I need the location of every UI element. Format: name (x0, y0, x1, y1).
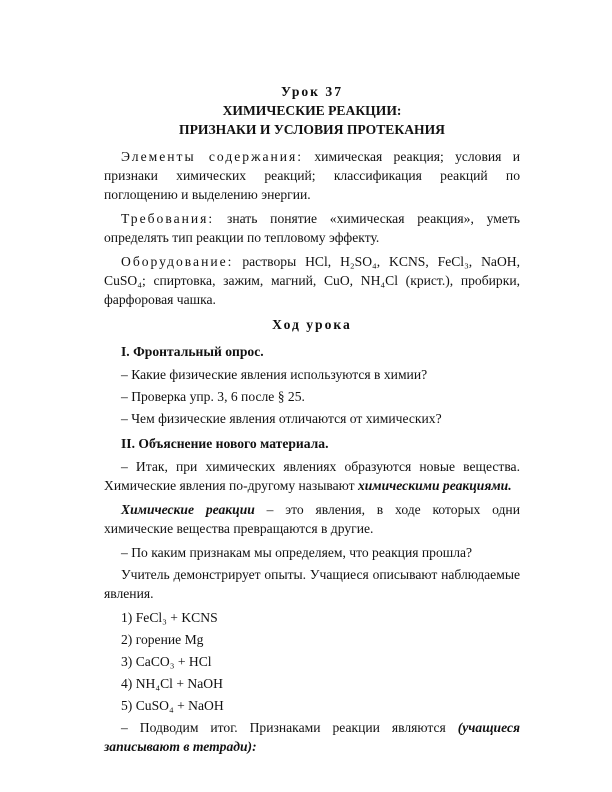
elements-text: химическая реакция; условия и признаки химических реакций; классификация реакций по поглощению и выделению энергии. (104, 149, 520, 202)
section2-paragraph2 (104, 500, 520, 538)
equipment-label: Оборудование: (121, 254, 234, 269)
section2-p1-text: – Итак, при химических явлениях образуются новые вещества. Химические явления по-другому называют (104, 459, 520, 493)
section2-question: – По каким признакам мы определяем, что реакция прошла? (121, 545, 473, 560)
lesson-title-line2: ПРИЗНАКИ И УСЛОВИЯ ПРОТЕКАНИЯ (179, 122, 445, 137)
experiment-item: 3) CaCO₃ + HCl (121, 654, 212, 669)
lesson-flow-heading: Ход урока (272, 317, 352, 332)
section1-item: – Проверка упр. 3, 6 после § 25. (121, 389, 305, 404)
lesson-number: Урок 37 (280, 84, 344, 99)
section2-p2-emphasis: Химические реакции (121, 502, 255, 517)
section2-p2-text: – это явления, в ходе которых одни химические вещества превращаются в другие. (104, 502, 520, 536)
requirements-label: Требования: (121, 211, 215, 226)
section2-summary-emphasis: (учащиеся записывают в тетради): (104, 720, 520, 754)
experiment-item: 4) NH₄Cl + NaOH (121, 676, 223, 691)
elements-paragraph (104, 147, 520, 204)
lesson-title-line1: ХИМИЧЕСКИЕ РЕАКЦИИ: (222, 103, 402, 118)
section1-item: – Чем физические явления отличаются от химических? (121, 411, 442, 426)
experiment-item: 2) горение Mg (121, 632, 204, 647)
section1-item: – Какие физические явления используются в химии? (121, 367, 428, 382)
section2-p1-emphasis: химическими реакциями. (357, 478, 512, 493)
elements-label: Элементы содержания: (121, 149, 304, 164)
requirements-paragraph (104, 209, 520, 247)
equipment-text: растворы HCl, H₂SO₄, KCNS, FeCl₃, NaOH, CuSO₄; спиртовка, зажим, магний, CuO, NH₄Cl (крист.), пробирки, фарфоровая чашка. (104, 254, 520, 307)
experiment-item: 1) FeCl₃ + KCNS (121, 610, 218, 625)
requirements-text: знать понятие «химическая реакция», уметь определять тип реакции по тепловому эффекту. (104, 211, 520, 245)
section2-heading: II. Объяснение нового материала. (121, 436, 329, 451)
section2-summary (104, 718, 520, 756)
experiment-list (104, 608, 520, 715)
document-page (104, 82, 520, 761)
equipment-paragraph (104, 252, 520, 309)
section1-heading: I. Фронтальный опрос. (121, 344, 264, 359)
section2-paragraph1 (104, 457, 520, 495)
lesson-header (104, 82, 520, 139)
section2-summary-text: – Подводим итог. Признаками реакции являются (121, 720, 458, 735)
experiment-item: 5) CuSO₄ + NaOH (121, 698, 224, 713)
section2-teacher: Учитель демонстрирует опыты. Учащиеся описывают наблюдаемые явления. (104, 567, 520, 601)
